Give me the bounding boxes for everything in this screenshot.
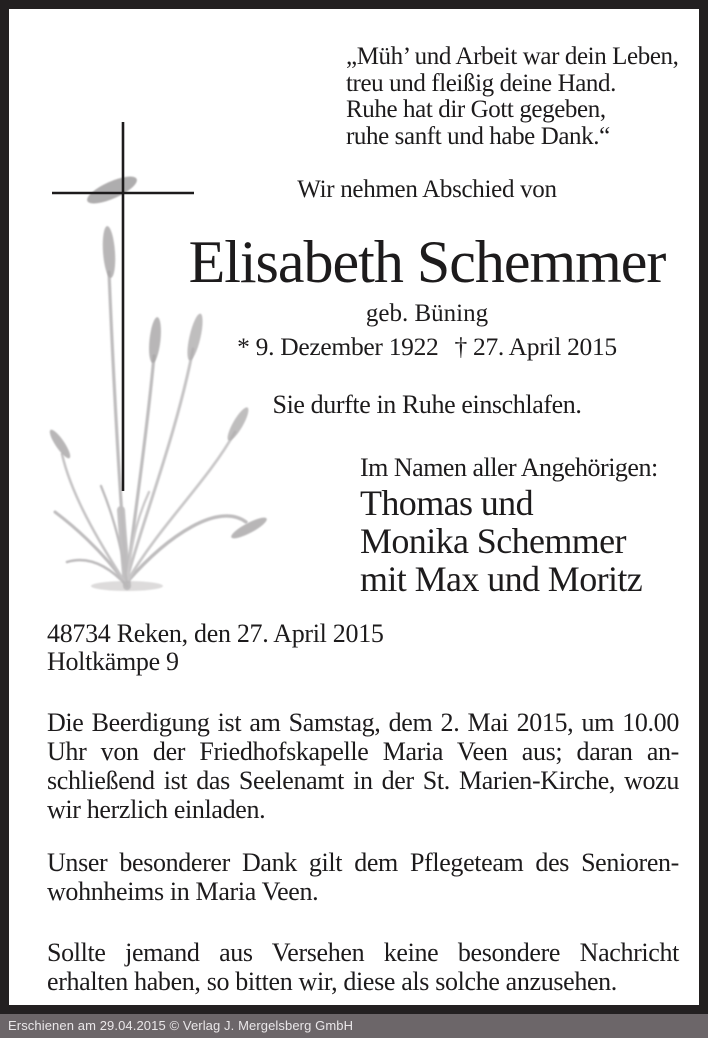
deceased-name: Elisabeth Schemmer bbox=[188, 229, 666, 295]
maiden-name: geb. Büning bbox=[365, 300, 489, 327]
thanks-line: Unser besonderer Dank gilt dem Pflegeteam des Senioren- bbox=[47, 848, 679, 877]
thanks-paragraph bbox=[47, 848, 679, 906]
mourner-line: Thomas und bbox=[360, 483, 533, 523]
death-date: † 27. April 2015 bbox=[454, 332, 617, 361]
mourners-intro: Im Namen aller Angehörigen: bbox=[360, 453, 658, 482]
poem-line: treu und fleißig deine Hand. bbox=[346, 69, 616, 97]
street-line: Holtkämpe 9 bbox=[47, 647, 179, 676]
publisher-footer bbox=[0, 1014, 708, 1038]
birth-date: * 9. Dezember 1922 bbox=[237, 332, 439, 361]
footer-text: Erschienen am 29.04.2015 © Verlag J. Mergelsberg GmbH bbox=[8, 1018, 354, 1033]
funeral-line: wir herzlich einladen. bbox=[47, 795, 266, 824]
funeral-paragraph bbox=[47, 708, 679, 824]
funeral-line: Uhr von der Friedhofskapelle Maria Veen aus; daran an- bbox=[47, 737, 679, 766]
mourners-block bbox=[360, 453, 700, 597]
poem bbox=[346, 44, 696, 150]
address-block bbox=[47, 620, 679, 676]
funeral-line: schließend ist das Seelenamt in der St. Marien-Kirche, wozu bbox=[47, 766, 679, 795]
life-dates bbox=[147, 333, 707, 360]
poem-line: ruhe sanft und habe Dank.“ bbox=[346, 122, 610, 150]
poem-line: „Müh’ und Arbeit war dein Leben, bbox=[346, 43, 679, 70]
mourner-line: Monika Schemmer bbox=[360, 521, 626, 561]
mourner-line: mit Max und Moritz bbox=[360, 559, 643, 599]
disclaimer-paragraph bbox=[47, 938, 679, 996]
place-date-line: 48734 Reken, den 27. April 2015 bbox=[47, 619, 384, 648]
epitaph: Sie durfte in Ruhe einschlafen. bbox=[272, 390, 582, 419]
disclaimer-line: erhalten haben, so bitten wir, diese als solche anzusehen. bbox=[47, 967, 617, 996]
intro-line: Wir nehmen Abschied von bbox=[297, 176, 557, 203]
poem-line: Ruhe hat dir Gott gegeben, bbox=[346, 96, 606, 123]
disclaimer-line: Sollte jemand aus Versehen keine besondere Nachricht bbox=[47, 938, 679, 967]
thanks-line: wohnheims in Maria Veen. bbox=[47, 877, 319, 906]
funeral-line: Die Beerdigung ist am Samstag, dem 2. Mai 2015, um 10.00 bbox=[47, 708, 679, 737]
